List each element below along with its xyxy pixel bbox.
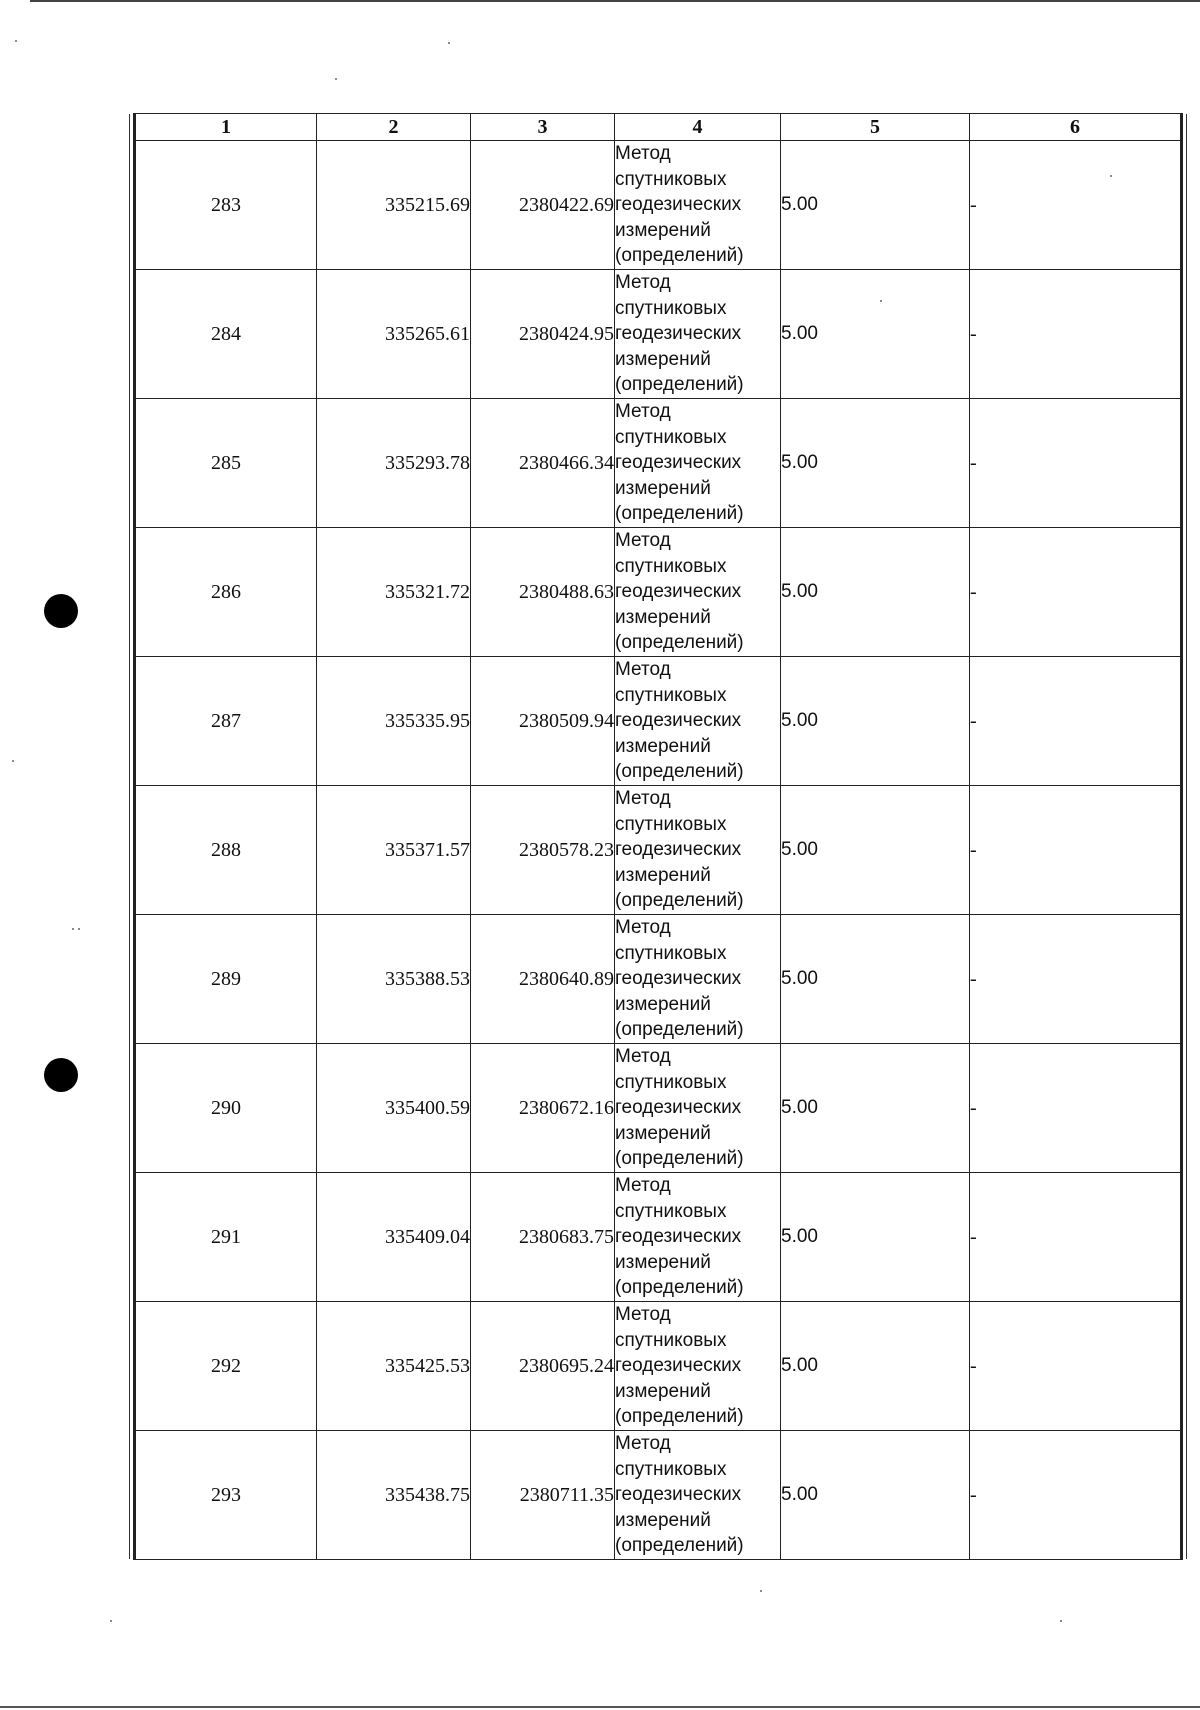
accuracy-cell: 5.00 [781,1173,970,1302]
punch-hole-mark [44,594,78,628]
y-coordinate-cell: 2380711.35 [471,1431,615,1560]
description-cell: - [970,657,1181,786]
scan-speck [448,42,450,44]
y-coordinate-cell: 2380424.95 [471,270,615,399]
accuracy-cell: 5.00 [781,270,970,399]
table-row [136,657,1181,786]
scan-speck [15,40,17,42]
method-cell: Метод спутниковых геодезических измерений (определений) [615,528,781,657]
point-number-cell: 283 [136,141,317,270]
scan-speck [12,760,14,762]
x-coordinate-cell: 335335.95 [317,657,471,786]
method-cell: Метод спутниковых геодезических измерений (определений) [615,1431,781,1560]
accuracy-cell: 5.00 [781,657,970,786]
x-coordinate-cell: 335265.61 [317,270,471,399]
accuracy-cell: 5.00 [781,786,970,915]
description-cell: - [970,915,1181,1044]
scan-speck [880,300,882,302]
x-coordinate-cell: 335215.69 [317,141,471,270]
y-coordinate-cell: 2380466.34 [471,399,615,528]
description-cell: - [970,399,1181,528]
page-bottom-edge-line [0,1706,1200,1708]
table-header-row [136,114,1181,141]
method-cell: Метод спутниковых геодезических измерений (определений) [615,270,781,399]
method-cell: Метод спутниковых геодезических измерений (определений) [615,1044,781,1173]
point-number-cell: 293 [136,1431,317,1560]
coordinates-table [135,113,1181,1560]
y-coordinate-cell: 2380578.23 [471,786,615,915]
scan-speck [1060,1620,1062,1622]
x-coordinate-cell: 335371.57 [317,786,471,915]
method-cell: Метод спутниковых геодезических измерений (определений) [615,1302,781,1431]
scan-speck [1110,175,1112,177]
scan-speck [110,1620,112,1622]
x-coordinate-cell: 335388.53 [317,915,471,1044]
point-number-cell: 288 [136,786,317,915]
y-coordinate-cell: 2380422.69 [471,141,615,270]
scan-speck [78,928,80,930]
method-cell: Метод спутниковых геодезических измерений (определений) [615,141,781,270]
column-header: 3 [471,114,615,141]
y-coordinate-cell: 2380695.24 [471,1302,615,1431]
point-number-cell: 287 [136,657,317,786]
point-number-cell: 286 [136,528,317,657]
table-row [136,1302,1181,1431]
punch-hole-mark [44,1058,78,1092]
description-cell: - [970,1302,1181,1431]
y-coordinate-cell: 2380509.94 [471,657,615,786]
column-header: 6 [970,114,1181,141]
description-cell: - [970,786,1181,915]
point-number-cell: 291 [136,1173,317,1302]
scan-speck [72,928,74,930]
page-top-edge-line [30,0,1200,2]
point-number-cell: 292 [136,1302,317,1431]
description-cell: - [970,270,1181,399]
accuracy-cell: 5.00 [781,915,970,1044]
x-coordinate-cell: 335293.78 [317,399,471,528]
method-cell: Метод спутниковых геодезических измерений (определений) [615,657,781,786]
x-coordinate-cell: 335409.04 [317,1173,471,1302]
y-coordinate-cell: 2380683.75 [471,1173,615,1302]
accuracy-cell: 5.00 [781,1431,970,1560]
method-cell: Метод спутниковых геодезических измерений (определений) [615,915,781,1044]
table-row [136,528,1181,657]
scan-speck [335,78,337,80]
point-number-cell: 290 [136,1044,317,1173]
table-row [136,1431,1181,1560]
x-coordinate-cell: 335321.72 [317,528,471,657]
description-cell: - [970,141,1181,270]
y-coordinate-cell: 2380488.63 [471,528,615,657]
point-number-cell: 284 [136,270,317,399]
description-cell: - [970,1431,1181,1560]
column-header: 4 [615,114,781,141]
table-row [136,399,1181,528]
description-cell: - [970,1044,1181,1173]
table-row [136,270,1181,399]
description-cell: - [970,1173,1181,1302]
method-cell: Метод спутниковых геодезических измерений (определений) [615,399,781,528]
accuracy-cell: 5.00 [781,141,970,270]
accuracy-cell: 5.00 [781,1044,970,1173]
table-body [136,141,1181,1560]
coordinates-table-frame [133,113,1183,1560]
column-header: 2 [317,114,471,141]
x-coordinate-cell: 335400.59 [317,1044,471,1173]
column-header: 5 [781,114,970,141]
table-row [136,141,1181,270]
y-coordinate-cell: 2380640.89 [471,915,615,1044]
x-coordinate-cell: 335425.53 [317,1302,471,1431]
accuracy-cell: 5.00 [781,528,970,657]
table-row [136,1173,1181,1302]
table-row [136,786,1181,915]
table-row [136,915,1181,1044]
x-coordinate-cell: 335438.75 [317,1431,471,1560]
point-number-cell: 285 [136,399,317,528]
table-row [136,1044,1181,1173]
y-coordinate-cell: 2380672.16 [471,1044,615,1173]
point-number-cell: 289 [136,915,317,1044]
description-cell: - [970,528,1181,657]
accuracy-cell: 5.00 [781,1302,970,1431]
scan-speck [760,1590,762,1592]
method-cell: Метод спутниковых геодезических измерений (определений) [615,786,781,915]
accuracy-cell: 5.00 [781,399,970,528]
column-header: 1 [136,114,317,141]
method-cell: Метод спутниковых геодезических измерений (определений) [615,1173,781,1302]
